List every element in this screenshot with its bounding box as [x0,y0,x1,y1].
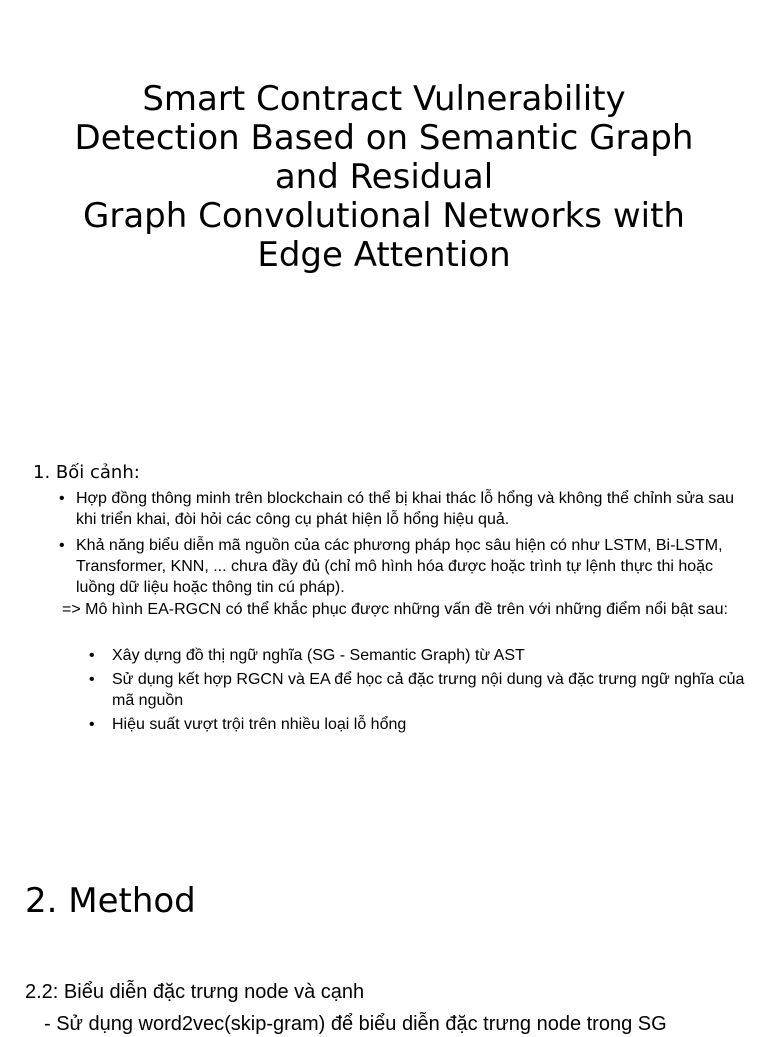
bullet-icon: • [89,647,95,664]
title-line: Smart Contract Vulnerability [142,79,626,119]
list-item [56,535,746,598]
subsection-heading: 2.2: Biểu diễn đặc trưng node và cạnh [25,981,365,1003]
bullet-icon: • [59,490,65,507]
list-item-text: Hiệu suất vượt trội trên nhiều loại lỗ hổng [112,716,407,733]
title-line: and Residual [274,157,494,197]
bullet-icon: • [89,716,95,733]
list-item-text: Khả năng biểu diễn mã nguồn của các phương pháp học sâu hiện có như LSTM, Bi-LSTM, Transformer, KNN, ... chưa đầy đủ (chỉ mô hình hóa được hoặc trình tự lệnh thực thi hoặc luồng dữ liệu hoặc thông tin cú pháp). [76,537,723,596]
conclusion-text: => Mô hình EA-RGCN có thể khắc phục được những vấn đề trên với những điểm nổi bật sau: [62,601,728,618]
document-title [30,80,738,275]
title-line: Edge Attention [257,235,511,275]
context-bullet-list [56,488,746,603]
partial-text-line: - Sử dụng word2vec(skip-gram) để biểu diễn đặc trưng node trong SG [44,1013,667,1035]
context-heading: 1. Bối cảnh: [33,462,140,483]
list-item [89,669,749,711]
bullet-icon: • [89,671,95,688]
list-item [89,714,749,735]
list-item [89,645,749,666]
list-item-text: Hợp đồng thông minh trên blockchain có thể bị khai thác lỗ hổng và không thể chỉnh sửa sau khi triển khai, đòi hỏi các công cụ phát hiện lỗ hổng hiệu quả. [76,490,735,528]
list-item-text: Xây dựng đồ thị ngữ nghĩa (SG - Semantic Graph) từ AST [112,647,525,664]
title-line: Detection Based on Semantic Graph [74,118,694,158]
highlight-list [89,645,749,738]
section-heading: 2. Method [25,881,196,921]
list-item [56,488,746,530]
list-item-text: Sử dụng kết hợp RGCN và EA để học cả đặc trưng nội dung và đặc trưng ngữ nghĩa của mã nguồn [112,671,745,709]
title-line: Graph Convolutional Networks with [83,196,685,236]
bullet-icon: • [59,537,65,554]
